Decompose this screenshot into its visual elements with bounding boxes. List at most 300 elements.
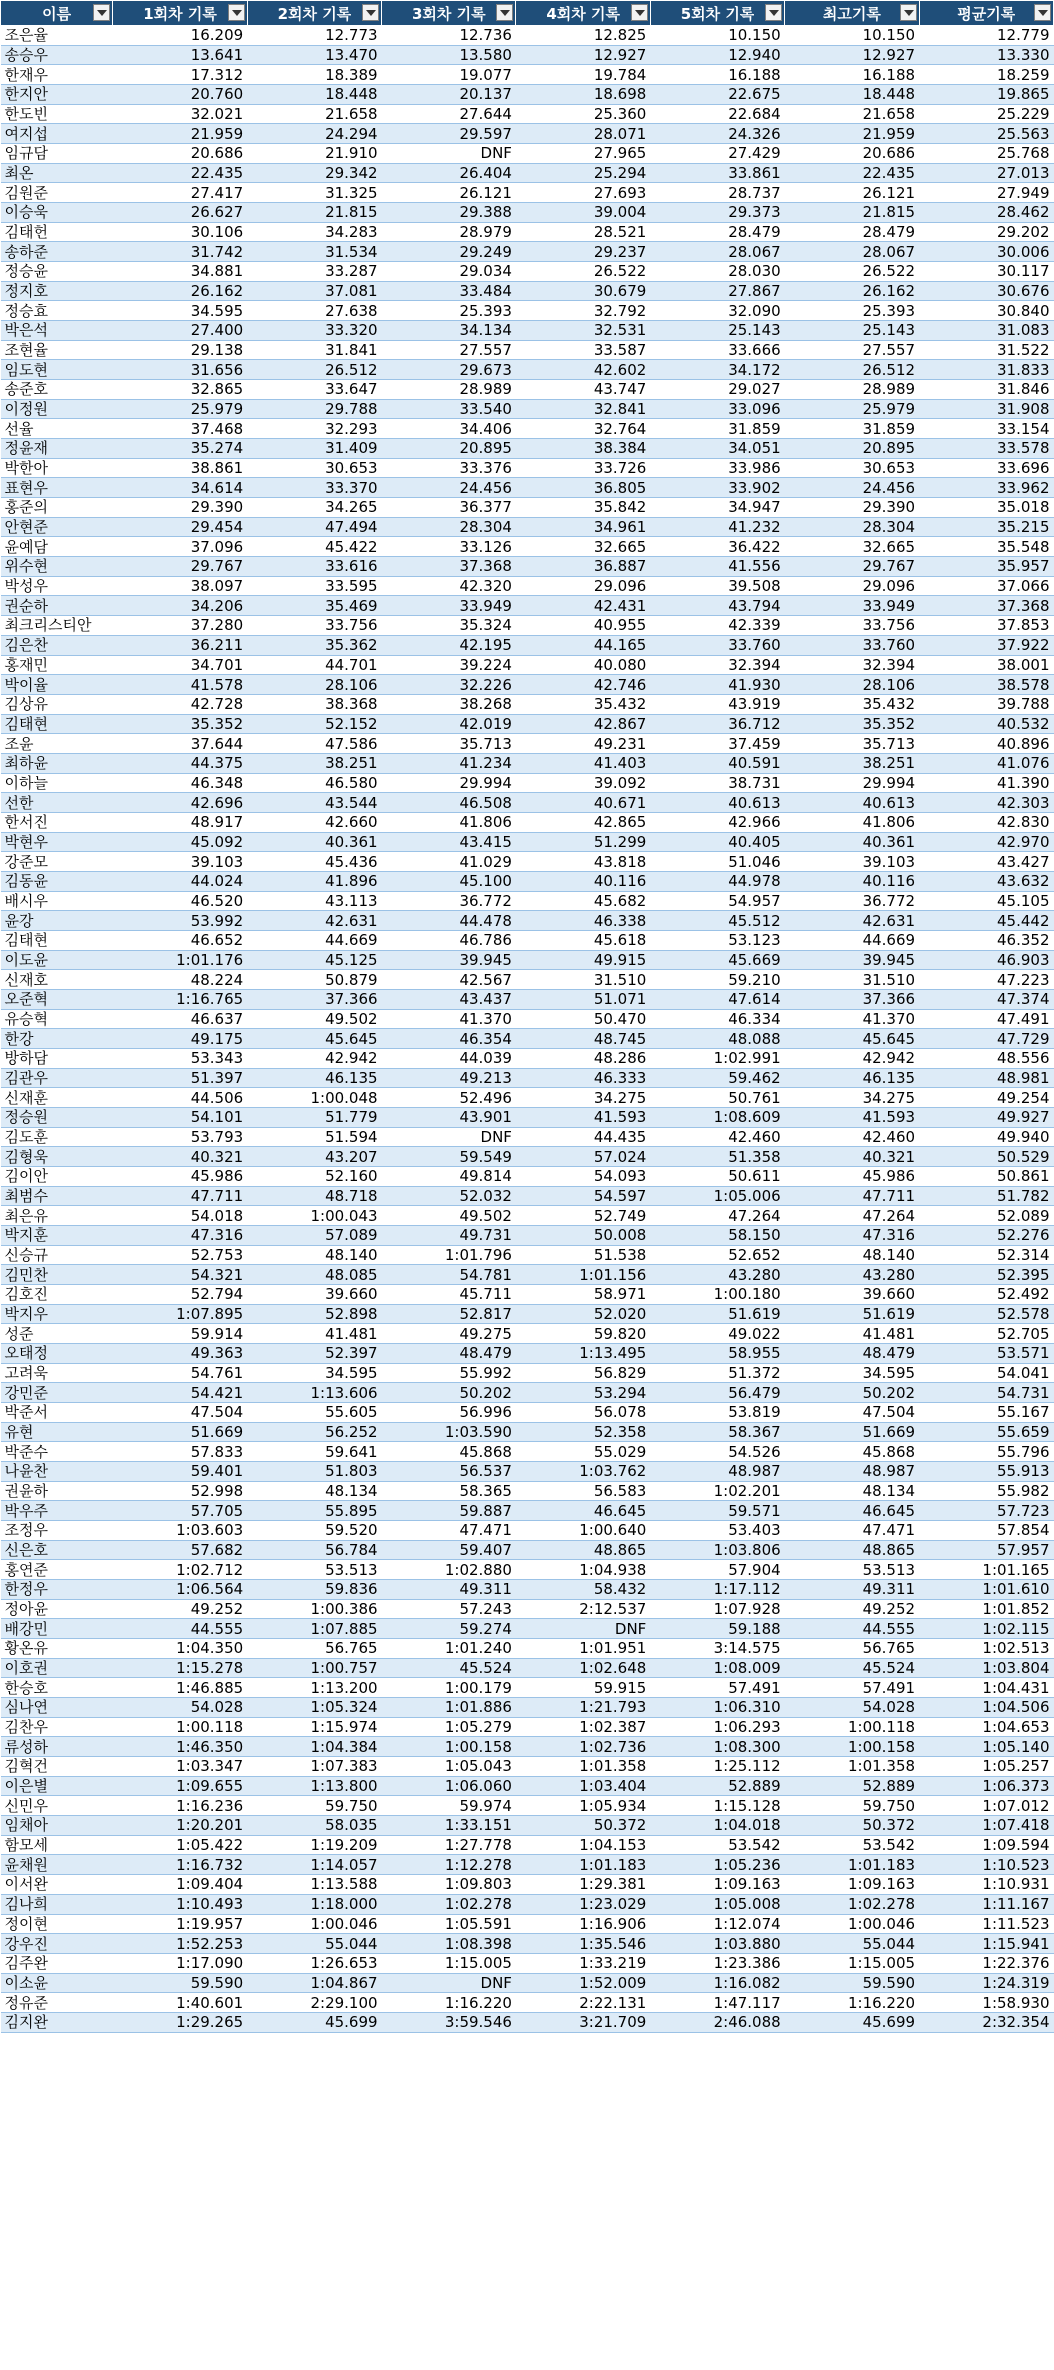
cell-round3[interactable]: DNF	[382, 1973, 516, 1993]
cell-average[interactable]: 49.940	[919, 1127, 1053, 1147]
cell-round4[interactable]: 2:22.131	[516, 1993, 650, 2013]
cell-best[interactable]: 47.316	[785, 1225, 919, 1245]
cell-average[interactable]: 54.041	[919, 1363, 1053, 1383]
cell-round2[interactable]: 31.534	[247, 242, 381, 262]
cell-round5[interactable]: 33.902	[650, 478, 784, 498]
cell-round5[interactable]: 57.491	[650, 1678, 784, 1698]
cell-round1[interactable]: 1:00.118	[113, 1717, 247, 1737]
cell-best[interactable]: 28.989	[785, 380, 919, 400]
cell-name[interactable]: 최크리스티안	[1, 616, 113, 636]
cell-round1[interactable]: 59.401	[113, 1462, 247, 1482]
cell-round4[interactable]: 1:00.640	[516, 1521, 650, 1541]
cell-round5[interactable]: 1:04.018	[650, 1816, 784, 1836]
cell-round4[interactable]: 56.583	[516, 1481, 650, 1501]
cell-round3[interactable]: 49.311	[382, 1580, 516, 1600]
cell-round4[interactable]: 1:05.934	[516, 1796, 650, 1816]
cell-name[interactable]: 박준수	[1, 1442, 113, 1462]
cell-average[interactable]: 19.865	[919, 85, 1053, 105]
cell-round1[interactable]: 36.211	[113, 635, 247, 655]
cell-name[interactable]: 박한아	[1, 458, 113, 478]
cell-round1[interactable]: 26.162	[113, 281, 247, 301]
cell-round4[interactable]: 12.825	[516, 26, 650, 46]
cell-round4[interactable]: 42.431	[516, 596, 650, 616]
cell-round1[interactable]: 54.018	[113, 1206, 247, 1226]
cell-round4[interactable]: 1:01.951	[516, 1639, 650, 1659]
cell-average[interactable]: 1:05.140	[919, 1737, 1053, 1757]
column-header-round2[interactable]	[247, 1, 381, 26]
cell-round4[interactable]: 44.165	[516, 635, 650, 655]
cell-round5[interactable]: 1:09.163	[650, 1875, 784, 1895]
cell-round3[interactable]: 52.496	[382, 1088, 516, 1108]
cell-average[interactable]: 55.913	[919, 1462, 1053, 1482]
cell-average[interactable]: 1:02.115	[919, 1619, 1053, 1639]
cell-round2[interactable]: 33.756	[247, 616, 381, 636]
cell-round4[interactable]: 59.915	[516, 1678, 650, 1698]
cell-round1[interactable]: 45.986	[113, 1166, 247, 1186]
cell-round1[interactable]: 47.504	[113, 1403, 247, 1423]
cell-round1[interactable]: 54.761	[113, 1363, 247, 1383]
cell-name[interactable]: 홍준의	[1, 498, 113, 518]
cell-average[interactable]: 48.556	[919, 1048, 1053, 1068]
cell-name[interactable]: 김혁건	[1, 1757, 113, 1777]
cell-round5[interactable]: 51.046	[650, 852, 784, 872]
cell-name[interactable]: 신승규	[1, 1245, 113, 1265]
cell-round5[interactable]: 25.143	[650, 321, 784, 341]
cell-round4[interactable]: 25.294	[516, 163, 650, 183]
cell-round4[interactable]: 1:04.153	[516, 1835, 650, 1855]
cell-round3[interactable]: 59.274	[382, 1619, 516, 1639]
cell-average[interactable]: 1:01.610	[919, 1580, 1053, 1600]
cell-round2[interactable]: 44.669	[247, 930, 381, 950]
cell-round2[interactable]: 2:29.100	[247, 1993, 381, 2013]
cell-round1[interactable]: 29.138	[113, 340, 247, 360]
cell-name[interactable]: 홍재민	[1, 655, 113, 675]
cell-name[interactable]: 조은율	[1, 26, 113, 46]
cell-round5[interactable]: 1:25.112	[650, 1757, 784, 1777]
cell-round3[interactable]: 29.034	[382, 262, 516, 282]
cell-best[interactable]: 56.765	[785, 1639, 919, 1659]
cell-round4[interactable]: 1:13.495	[516, 1344, 650, 1364]
cell-average[interactable]: 49.927	[919, 1107, 1053, 1127]
cell-round2[interactable]: 33.287	[247, 262, 381, 282]
cell-name[interactable]: 유현	[1, 1422, 113, 1442]
cell-round2[interactable]: 55.895	[247, 1501, 381, 1521]
cell-best[interactable]: 29.390	[785, 498, 919, 518]
cell-round4[interactable]: 12.927	[516, 45, 650, 65]
cell-name[interactable]: 함모세	[1, 1835, 113, 1855]
cell-best[interactable]: 26.162	[785, 281, 919, 301]
cell-average[interactable]: 29.202	[919, 222, 1053, 242]
cell-round2[interactable]: 1:00.386	[247, 1599, 381, 1619]
cell-round3[interactable]: 12.736	[382, 26, 516, 46]
cell-round3[interactable]: 46.786	[382, 930, 516, 950]
cell-round4[interactable]: 1:21.793	[516, 1698, 650, 1718]
cell-round1[interactable]: 54.101	[113, 1107, 247, 1127]
cell-round1[interactable]: 1:06.564	[113, 1580, 247, 1600]
cell-round4[interactable]: 29.237	[516, 242, 650, 262]
cell-best[interactable]: 1:01.358	[785, 1757, 919, 1777]
cell-round3[interactable]: 38.268	[382, 694, 516, 714]
cell-round2[interactable]: 48.718	[247, 1186, 381, 1206]
cell-round5[interactable]: 59.571	[650, 1501, 784, 1521]
cell-round5[interactable]: 1:02.991	[650, 1048, 784, 1068]
cell-round2[interactable]: 32.293	[247, 419, 381, 439]
cell-best[interactable]: 21.959	[785, 124, 919, 144]
cell-average[interactable]: 12.779	[919, 26, 1053, 46]
cell-name[interactable]: 김관우	[1, 1068, 113, 1088]
cell-round4[interactable]: 40.671	[516, 793, 650, 813]
cell-name[interactable]: 신재호	[1, 970, 113, 990]
cell-average[interactable]: 42.970	[919, 832, 1053, 852]
cell-round5[interactable]: 59.188	[650, 1619, 784, 1639]
cell-name[interactable]: 위수현	[1, 557, 113, 577]
cell-best[interactable]: 41.370	[785, 1009, 919, 1029]
cell-round4[interactable]: 54.597	[516, 1186, 650, 1206]
cell-average[interactable]: 37.922	[919, 635, 1053, 655]
cell-best[interactable]: 18.448	[785, 85, 919, 105]
cell-round2[interactable]: 21.815	[247, 203, 381, 223]
cell-best[interactable]: 20.895	[785, 439, 919, 459]
cell-average[interactable]: 45.442	[919, 911, 1053, 931]
cell-round2[interactable]: 1:15.974	[247, 1717, 381, 1737]
cell-round5[interactable]: 28.067	[650, 242, 784, 262]
cell-best[interactable]: 33.756	[785, 616, 919, 636]
cell-round2[interactable]: 56.765	[247, 1639, 381, 1659]
cell-round5[interactable]: 1:12.074	[650, 1914, 784, 1934]
cell-name[interactable]: 한지안	[1, 85, 113, 105]
cell-best[interactable]: 45.986	[785, 1166, 919, 1186]
cell-round5[interactable]: 42.339	[650, 616, 784, 636]
cell-round5[interactable]: 27.867	[650, 281, 784, 301]
cell-average[interactable]: 47.491	[919, 1009, 1053, 1029]
cell-round1[interactable]: 44.506	[113, 1088, 247, 1108]
cell-round1[interactable]: 53.992	[113, 911, 247, 931]
cell-name[interactable]: 박성우	[1, 576, 113, 596]
cell-round2[interactable]: 45.645	[247, 1029, 381, 1049]
cell-average[interactable]: 55.796	[919, 1442, 1053, 1462]
cell-name[interactable]: 김나희	[1, 1894, 113, 1914]
cell-name[interactable]: 박준서	[1, 1403, 113, 1423]
cell-name[interactable]: 오준혁	[1, 989, 113, 1009]
cell-average[interactable]: 43.632	[919, 871, 1053, 891]
cell-round2[interactable]: 26.512	[247, 360, 381, 380]
cell-round5[interactable]: 33.760	[650, 635, 784, 655]
cell-round3[interactable]: 49.731	[382, 1225, 516, 1245]
cell-name[interactable]: 홍연준	[1, 1560, 113, 1580]
cell-name[interactable]: 방하담	[1, 1048, 113, 1068]
cell-name[interactable]: 김민찬	[1, 1265, 113, 1285]
cell-round3[interactable]: 42.320	[382, 576, 516, 596]
cell-average[interactable]: 1:02.513	[919, 1639, 1053, 1659]
cell-name[interactable]: 조정우	[1, 1521, 113, 1541]
cell-round4[interactable]: 40.955	[516, 616, 650, 636]
cell-round5[interactable]: 53.123	[650, 930, 784, 950]
cell-round4[interactable]: 45.682	[516, 891, 650, 911]
cell-round4[interactable]: 40.116	[516, 871, 650, 891]
cell-round4[interactable]: 28.071	[516, 124, 650, 144]
cell-round2[interactable]: 39.660	[247, 1285, 381, 1305]
cell-round1[interactable]: 1:09.655	[113, 1776, 247, 1796]
cell-name[interactable]: 강준모	[1, 852, 113, 872]
cell-round2[interactable]: 52.898	[247, 1304, 381, 1324]
cell-best[interactable]: 45.645	[785, 1029, 919, 1049]
cell-round2[interactable]: 52.160	[247, 1166, 381, 1186]
cell-round4[interactable]: 34.275	[516, 1088, 650, 1108]
cell-round2[interactable]: 34.283	[247, 222, 381, 242]
cell-round4[interactable]: 48.286	[516, 1048, 650, 1068]
cell-round5[interactable]: 28.479	[650, 222, 784, 242]
cell-round1[interactable]: 57.705	[113, 1501, 247, 1521]
cell-round2[interactable]: 1:04.867	[247, 1973, 381, 1993]
cell-name[interactable]: 신민우	[1, 1796, 113, 1816]
cell-round1[interactable]: 1:09.404	[113, 1875, 247, 1895]
cell-round5[interactable]: 29.373	[650, 203, 784, 223]
cell-average[interactable]: 27.949	[919, 183, 1053, 203]
cell-average[interactable]: 52.276	[919, 1225, 1053, 1245]
cell-round3[interactable]: 49.213	[382, 1068, 516, 1088]
cell-best[interactable]: 10.150	[785, 26, 919, 46]
cell-name[interactable]: 정아윤	[1, 1599, 113, 1619]
cell-round5[interactable]: 43.280	[650, 1265, 784, 1285]
cell-round5[interactable]: 40.405	[650, 832, 784, 852]
cell-round2[interactable]: 1:18.000	[247, 1894, 381, 1914]
cell-round3[interactable]: 32.226	[382, 675, 516, 695]
cell-round4[interactable]: 38.384	[516, 439, 650, 459]
cell-best[interactable]: 1:00.118	[785, 1717, 919, 1737]
cell-best[interactable]: 12.927	[785, 45, 919, 65]
cell-round5[interactable]: 58.367	[650, 1422, 784, 1442]
cell-best[interactable]: 28.304	[785, 517, 919, 537]
cell-average[interactable]: 31.833	[919, 360, 1053, 380]
cell-round3[interactable]: 33.484	[382, 281, 516, 301]
cell-round5[interactable]: 48.987	[650, 1462, 784, 1482]
cell-round1[interactable]: 31.656	[113, 360, 247, 380]
cell-round5[interactable]: 1:07.928	[650, 1599, 784, 1619]
cell-round3[interactable]: 48.479	[382, 1344, 516, 1364]
cell-round5[interactable]: 40.613	[650, 793, 784, 813]
cell-round1[interactable]: 30.106	[113, 222, 247, 242]
cell-name[interactable]: 최범수	[1, 1186, 113, 1206]
cell-name[interactable]: 이은별	[1, 1776, 113, 1796]
cell-round3[interactable]: 52.817	[382, 1304, 516, 1324]
cell-best[interactable]: 51.619	[785, 1304, 919, 1324]
cell-round3[interactable]: 34.406	[382, 419, 516, 439]
cell-name[interactable]: 이호권	[1, 1658, 113, 1678]
cell-name[interactable]: 이정원	[1, 399, 113, 419]
cell-round3[interactable]: 44.039	[382, 1048, 516, 1068]
cell-round3[interactable]: 42.195	[382, 635, 516, 655]
cell-name[interactable]: 한재우	[1, 65, 113, 85]
cell-round3[interactable]: 28.304	[382, 517, 516, 537]
cell-round3[interactable]: 33.376	[382, 458, 516, 478]
cell-round1[interactable]: 34.614	[113, 478, 247, 498]
cell-round4[interactable]: 1:01.183	[516, 1855, 650, 1875]
cell-round2[interactable]: 1:26.653	[247, 1953, 381, 1973]
cell-best[interactable]: 35.352	[785, 714, 919, 734]
cell-round5[interactable]: 1:03.880	[650, 1934, 784, 1954]
cell-best[interactable]: 1:00.158	[785, 1737, 919, 1757]
cell-name[interactable]: 김태현	[1, 930, 113, 950]
cell-round3[interactable]: 1:02.880	[382, 1560, 516, 1580]
cell-round5[interactable]: 33.986	[650, 458, 784, 478]
cell-round2[interactable]: 59.641	[247, 1442, 381, 1462]
cell-round4[interactable]: 35.842	[516, 498, 650, 518]
cell-average[interactable]: 30.006	[919, 242, 1053, 262]
cell-round3[interactable]: 45.524	[382, 1658, 516, 1678]
cell-best[interactable]: 33.949	[785, 596, 919, 616]
cell-round3[interactable]: 33.949	[382, 596, 516, 616]
cell-average[interactable]: 31.908	[919, 399, 1053, 419]
cell-best[interactable]: 44.669	[785, 930, 919, 950]
cell-round3[interactable]: 56.537	[382, 1462, 516, 1482]
cell-round5[interactable]: 38.731	[650, 773, 784, 793]
cell-best[interactable]: 27.557	[785, 340, 919, 360]
cell-average[interactable]: 30.676	[919, 281, 1053, 301]
cell-round2[interactable]: 50.879	[247, 970, 381, 990]
cell-round5[interactable]: 1:05.006	[650, 1186, 784, 1206]
cell-round2[interactable]: 45.422	[247, 537, 381, 557]
cell-round1[interactable]: 46.652	[113, 930, 247, 950]
cell-round3[interactable]: 1:05.591	[382, 1914, 516, 1934]
cell-best[interactable]: 50.202	[785, 1383, 919, 1403]
cell-average[interactable]: 55.167	[919, 1403, 1053, 1423]
filter-dropdown-icon[interactable]	[93, 4, 110, 21]
cell-round1[interactable]: 1:16.765	[113, 989, 247, 1009]
cell-best[interactable]: 21.815	[785, 203, 919, 223]
cell-round3[interactable]: 1:05.043	[382, 1757, 516, 1777]
cell-round1[interactable]: 52.998	[113, 1481, 247, 1501]
cell-round3[interactable]: 37.368	[382, 557, 516, 577]
cell-name[interactable]: 표현우	[1, 478, 113, 498]
cell-round2[interactable]: 1:00.757	[247, 1658, 381, 1678]
cell-round4[interactable]: 1:03.762	[516, 1462, 650, 1482]
cell-name[interactable]: 윤예담	[1, 537, 113, 557]
cell-best[interactable]: 41.806	[785, 812, 919, 832]
cell-round4[interactable]: 32.665	[516, 537, 650, 557]
cell-round5[interactable]: 54.957	[650, 891, 784, 911]
cell-round3[interactable]: 1:02.278	[382, 1894, 516, 1914]
cell-round4[interactable]: 41.593	[516, 1107, 650, 1127]
cell-round1[interactable]: 49.175	[113, 1029, 247, 1049]
cell-round3[interactable]: DNF	[382, 144, 516, 164]
cell-average[interactable]: 42.303	[919, 793, 1053, 813]
cell-round4[interactable]: 1:29.381	[516, 1875, 650, 1895]
cell-best[interactable]: 47.264	[785, 1206, 919, 1226]
cell-round5[interactable]: 52.889	[650, 1776, 784, 1796]
cell-round1[interactable]: 32.021	[113, 104, 247, 124]
cell-round5[interactable]: 1:06.293	[650, 1717, 784, 1737]
cell-round3[interactable]: 41.370	[382, 1009, 516, 1029]
cell-name[interactable]: 이도윤	[1, 950, 113, 970]
cell-round5[interactable]: 36.712	[650, 714, 784, 734]
cell-average[interactable]: 25.229	[919, 104, 1053, 124]
cell-name[interactable]: 선율	[1, 419, 113, 439]
cell-round4[interactable]: 1:01.358	[516, 1757, 650, 1777]
cell-round4[interactable]: 33.726	[516, 458, 650, 478]
cell-round3[interactable]: 1:08.398	[382, 1934, 516, 1954]
cell-name[interactable]: 김이안	[1, 1166, 113, 1186]
cell-round2[interactable]: 41.481	[247, 1324, 381, 1344]
cell-round2[interactable]: 48.085	[247, 1265, 381, 1285]
cell-name[interactable]: 박은석	[1, 321, 113, 341]
cell-average[interactable]: 31.083	[919, 321, 1053, 341]
cell-round5[interactable]: 50.761	[650, 1088, 784, 1108]
cell-round2[interactable]: 46.580	[247, 773, 381, 793]
cell-average[interactable]: 52.089	[919, 1206, 1053, 1226]
cell-round2[interactable]: 48.140	[247, 1245, 381, 1265]
cell-round5[interactable]: 59.462	[650, 1068, 784, 1088]
cell-average[interactable]: 1:58.930	[919, 1993, 1053, 2013]
cell-round4[interactable]: 32.531	[516, 321, 650, 341]
cell-round1[interactable]: 40.321	[113, 1147, 247, 1167]
cell-round4[interactable]: 54.093	[516, 1166, 650, 1186]
cell-best[interactable]: 52.889	[785, 1776, 919, 1796]
cell-round4[interactable]: 34.961	[516, 517, 650, 537]
cell-best[interactable]: 24.456	[785, 478, 919, 498]
cell-best[interactable]: 48.865	[785, 1540, 919, 1560]
cell-best[interactable]: 26.522	[785, 262, 919, 282]
cell-average[interactable]: 33.154	[919, 419, 1053, 439]
cell-round2[interactable]: 57.089	[247, 1225, 381, 1245]
cell-name[interactable]: 이서완	[1, 1875, 113, 1895]
cell-round5[interactable]: 48.088	[650, 1029, 784, 1049]
cell-round2[interactable]: 18.448	[247, 85, 381, 105]
cell-best[interactable]: 53.513	[785, 1560, 919, 1580]
cell-name[interactable]: 박지훈	[1, 1225, 113, 1245]
cell-best[interactable]: 28.106	[785, 675, 919, 695]
cell-name[interactable]: 최온	[1, 163, 113, 183]
cell-average[interactable]: 25.563	[919, 124, 1053, 144]
cell-name[interactable]: 이소윤	[1, 1973, 113, 1993]
cell-round4[interactable]: 30.679	[516, 281, 650, 301]
cell-round5[interactable]: 32.394	[650, 655, 784, 675]
cell-round3[interactable]: 26.121	[382, 183, 516, 203]
cell-name[interactable]: 김찬우	[1, 1717, 113, 1737]
cell-name[interactable]: 임채아	[1, 1816, 113, 1836]
cell-round4[interactable]: 43.818	[516, 852, 650, 872]
cell-round5[interactable]: 1:47.117	[650, 1993, 784, 2013]
cell-round1[interactable]: 37.096	[113, 537, 247, 557]
cell-name[interactable]: 정유준	[1, 1993, 113, 2013]
cell-best[interactable]: 1:16.220	[785, 1993, 919, 2013]
column-header-round4[interactable]	[516, 1, 650, 26]
cell-round3[interactable]: 33.540	[382, 399, 516, 419]
cell-name[interactable]: 권순하	[1, 596, 113, 616]
cell-round5[interactable]: 37.459	[650, 734, 784, 754]
cell-average[interactable]: 37.066	[919, 576, 1053, 596]
cell-round1[interactable]: 59.590	[113, 1973, 247, 1993]
cell-best[interactable]: 28.479	[785, 222, 919, 242]
cell-average[interactable]: 47.729	[919, 1029, 1053, 1049]
cell-name[interactable]: 김주완	[1, 1953, 113, 1973]
cell-round2[interactable]: 33.616	[247, 557, 381, 577]
cell-round3[interactable]: 52.032	[382, 1186, 516, 1206]
cell-round1[interactable]: 46.348	[113, 773, 247, 793]
cell-round1[interactable]: 34.206	[113, 596, 247, 616]
cell-round3[interactable]: 50.202	[382, 1383, 516, 1403]
cell-round2[interactable]: 1:07.885	[247, 1619, 381, 1639]
cell-average[interactable]: 52.314	[919, 1245, 1053, 1265]
cell-best[interactable]: 49.311	[785, 1580, 919, 1600]
cell-round5[interactable]: 1:05.236	[650, 1855, 784, 1875]
cell-round5[interactable]: 42.966	[650, 812, 784, 832]
cell-average[interactable]: 25.768	[919, 144, 1053, 164]
cell-round1[interactable]: 44.375	[113, 753, 247, 773]
cell-average[interactable]: 52.578	[919, 1304, 1053, 1324]
cell-name[interactable]: 유승혁	[1, 1009, 113, 1029]
cell-round5[interactable]: 44.978	[650, 871, 784, 891]
cell-round5[interactable]: 33.096	[650, 399, 784, 419]
